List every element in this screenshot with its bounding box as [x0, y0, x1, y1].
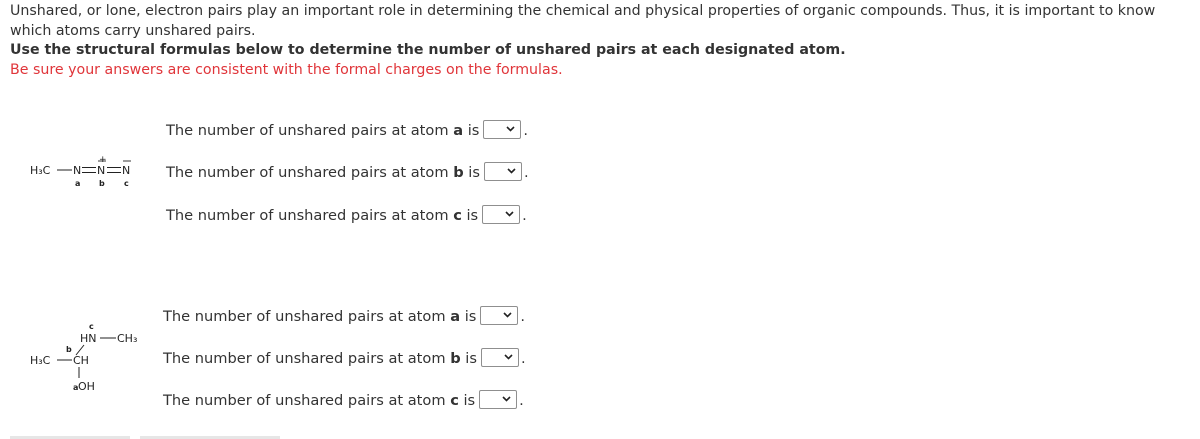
question-suffix: is: [467, 122, 480, 139]
question-prefix: The number of unshared pairs at atom: [166, 207, 449, 224]
period: .: [520, 308, 526, 325]
p2-question-b: [163, 348, 526, 367]
mol2-ch3: CH₃: [117, 332, 138, 345]
atom-letter: b: [453, 164, 464, 181]
p1-question-a: [166, 120, 528, 139]
p2-question-c: [163, 390, 524, 409]
question-prefix: The number of unshared pairs at atom: [166, 164, 449, 181]
molecule-2-structure: [30, 318, 160, 398]
p2-atom-b-dropdown[interactable]: [481, 348, 519, 367]
chevron-down-icon: [503, 312, 512, 318]
mol1-label-c: c: [124, 179, 129, 188]
period: .: [523, 122, 529, 139]
mol1-atom-n-c: N: [122, 164, 131, 177]
mol2-label-a: a: [73, 383, 79, 392]
mol1-label-b: b: [99, 179, 105, 188]
chevron-down-icon: [506, 126, 515, 132]
mol1-h3c: H₃C: [30, 164, 51, 177]
mol2-label-b: b: [66, 345, 72, 354]
mol1-label-a: a: [75, 179, 81, 188]
p2-question-a: [163, 306, 525, 325]
p1-question-c: [166, 205, 527, 224]
question-suffix: is: [464, 308, 477, 325]
p1-atom-a-dropdown[interactable]: [483, 120, 521, 139]
question-prefix: The number of unshared pairs at atom: [166, 122, 449, 139]
question-suffix: is: [465, 350, 477, 367]
mol2-ch: CH: [73, 354, 89, 367]
atom-letter: a: [453, 122, 464, 139]
atom-letter: c: [450, 392, 459, 409]
instructions: [10, 2, 1180, 80]
mol2-hn: HN: [80, 332, 97, 345]
p1-atom-c-dropdown[interactable]: [482, 205, 520, 224]
period: .: [523, 164, 529, 181]
mol1-plus-charge: +: [99, 155, 107, 165]
mol1-atom-n-b: N: [97, 164, 106, 177]
mol1-atom-n-a: N: [73, 164, 82, 177]
period: .: [519, 392, 524, 409]
question-suffix: is: [466, 207, 479, 224]
instruction-text: Use the structural formulas below to determine the number of unshared pairs at each designated atom.: [10, 42, 846, 58]
question-prefix: The number of unshared pairs at atom: [163, 308, 446, 325]
p1-atom-b-dropdown[interactable]: [484, 162, 522, 181]
p1-question-b: [166, 162, 529, 181]
p2-atom-a-dropdown[interactable]: [480, 306, 518, 325]
question-suffix: is: [468, 164, 480, 181]
atom-letter: b: [450, 350, 461, 367]
chevron-down-icon: [507, 168, 516, 174]
mol2-h3c: H₃C: [30, 354, 51, 367]
mol2-oh: OH: [78, 380, 95, 393]
period: .: [520, 350, 526, 367]
question-prefix: The number of unshared pairs at atom: [163, 350, 446, 367]
chevron-down-icon: [502, 396, 511, 402]
atom-letter: a: [450, 308, 461, 325]
chevron-down-icon: [504, 354, 513, 360]
mol2-label-c: c: [89, 322, 94, 331]
intro-text: Unshared, or lone, electron pairs play an important role in determining the chemical and physical properties of organic compounds. Thus, it is important to know which atoms carry unshared pairs.: [10, 3, 1156, 39]
question-prefix: The number of unshared pairs at atom: [163, 392, 446, 409]
period: .: [522, 207, 527, 224]
molecule-1-structure: [30, 150, 160, 190]
atom-letter: c: [453, 207, 462, 224]
warning-text: Be sure your answers are consistent with the formal charges on the formulas.: [10, 61, 563, 78]
chevron-down-icon: [505, 211, 514, 217]
p2-atom-c-dropdown[interactable]: [479, 390, 517, 409]
question-suffix: is: [463, 392, 476, 409]
